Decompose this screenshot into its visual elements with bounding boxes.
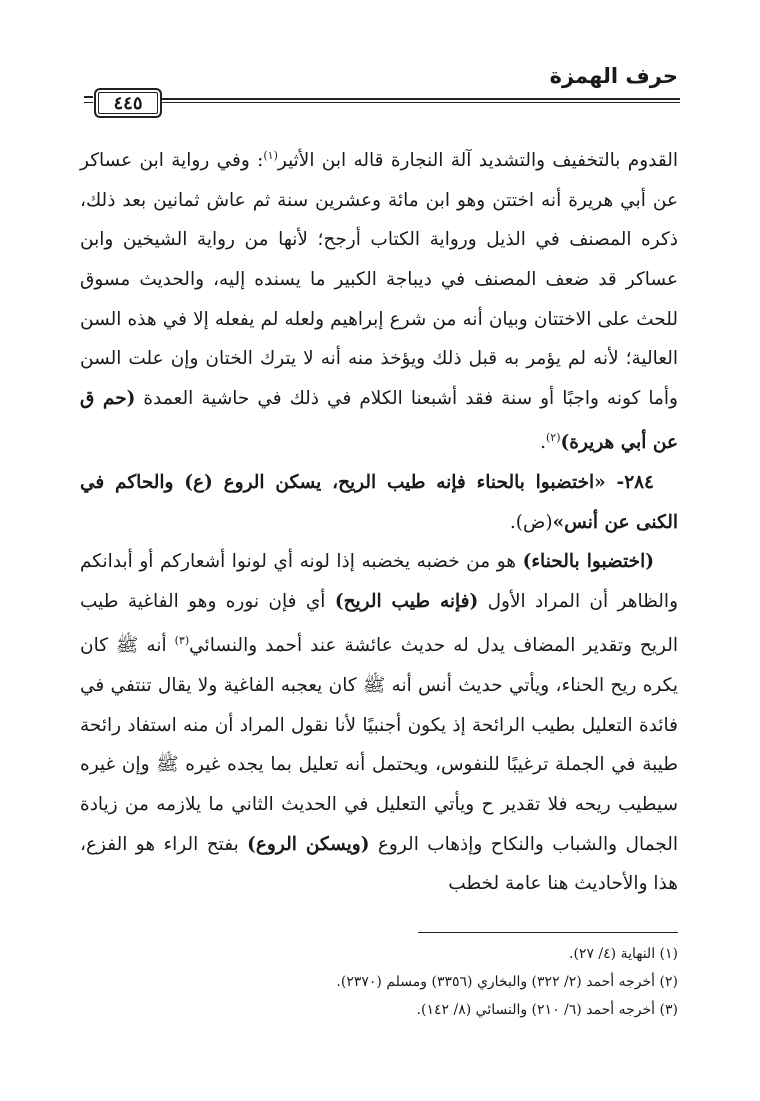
- quoted-phrase: (اختضبوا بالحناء): [522, 551, 654, 573]
- footnote: (٣) أخرجه أحمد (٦/ ٢١٠) والنسائي (٨/ ١٤٢).: [416, 1002, 678, 1018]
- hadith-284: [80, 463, 678, 542]
- header-rule-left-tick: [84, 96, 93, 98]
- grading: (ض).: [509, 511, 553, 533]
- quoted-phrase: (ويسكن الروع): [247, 833, 370, 855]
- footnote-separator: [418, 932, 678, 933]
- text: القدوم بالتخفيف والتشديد آلة النجارة قاله ابن الأثير: [277, 150, 679, 172]
- paragraph-explanation: [80, 542, 678, 904]
- quoted-phrase: (فإنه طيب الريح): [334, 590, 479, 612]
- header-rule-left-tick-thin: [84, 102, 93, 103]
- text: أنه ﷺ كان يكره ريح الحناء، ويأتي حديث أنس أنه ﷺ كان يعجبه الفاغية ولا يقال تنتفي في فائدة التعليل بطيب الرائحة إذ يكون أجنبيًا لأنا نقول المراد أن منه استفاد رائحة طيبة في الجملة ترغيبًا للنفوس، ويحتمل أنه تعليل بما يجده غيره ﷺ وإن غيره سيطيب ريحه فلا تقدير ح ويأتي التعليل في الحديث الثاني ما يلازمه من زيادة الجمال والشباب والنكاح وإذهاب الروع: [80, 635, 678, 855]
- header-rule: [160, 98, 680, 100]
- text: هو من خضبه يخضبه إذا لونه أي لونوا أشعاركم أو أبدانكم والظاهر أن المراد الأول: [80, 551, 678, 612]
- footnote-ref: (٢): [546, 431, 561, 445]
- header-rule-thin: [160, 102, 680, 103]
- running-title: حرف الهمزة: [549, 64, 678, 88]
- source-citation: (حم ق عن أبي هريرة): [80, 387, 678, 454]
- footnote: (١) النهاية (٤/ ٢٧).: [569, 946, 678, 962]
- footnotes: [80, 940, 678, 1024]
- page-number: ٤٤٥: [94, 88, 162, 118]
- text: .: [540, 432, 546, 454]
- hadith-text: ٢٨٤- «اختضبوا بالحناء فإنه طيب الريح، يسكن الروع (ع) والحاكم في الكنى عن أنس»: [80, 472, 678, 533]
- main-text: [80, 136, 678, 904]
- text: : وفي رواية ابن عساكر عن أبي هريرة أنه اختتن وهو ابن مائة وعشرين سنة ثم عاش ثمانين بعد ذلك، ذكره المصنف في الذيل ورواية الكتاب أرجح؛ لأنها من رواية الشيخين وابن عساكر قد ضعف المصنف في ديباجة الكبير ما يسنده إليه، والحديث مسوق للحث على الاختتان وبيان أنه من شرع إبراهيم ولعله لم يفعله إلا في هذه السن العالية؛ لأنه لم يؤمر به قبل ذلك ويؤخذ منه أنه لا يترك الختان وإن علت السن وأما كونه واجبًا أو سنة فقد أشبعنا الكلام في ذلك في حاشية العمدة: [80, 150, 678, 409]
- footnote: (٢) أخرجه أحمد (٢/ ٣٢٢) والبخاري (٣٣٥٦) ومسلم (٢٣٧٠).: [336, 974, 678, 990]
- text: بفتح الراء هو الفزع، هذا والأحاديث هنا عامة لخطب: [80, 833, 678, 895]
- footnote-ref: (٣): [174, 634, 190, 648]
- paragraph-commentary: [80, 136, 678, 463]
- text: أي فإن نوره وهو الفاغية طيب الريح وتقدير المضاف يدل له حديث عائشة عند أحمد والنسائي: [80, 590, 679, 657]
- footnote-ref: (١): [263, 149, 278, 162]
